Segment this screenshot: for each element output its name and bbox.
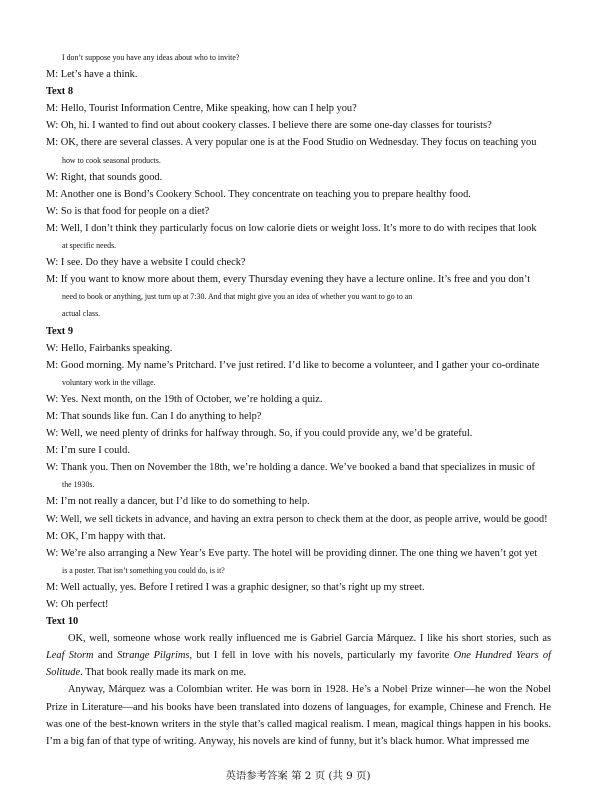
dialogue-continuation: voluntary work in the village.	[62, 377, 156, 387]
dialogue-line: M: Hello, Tourist Information Centre, Mike speaking, how can I help you?	[46, 103, 357, 115]
paragraph-text: . That book really made its mark on me.	[80, 667, 247, 679]
dialogue-continuation: how to cook seasonal products.	[62, 155, 161, 165]
text10-paragraph-2: Anyway, Márquez was a Colombian writer. He was born in 1928. He’s a Nobel Prize winner—he won the Nobel Prize in Literature—and his books have been translated into dozens of languages, for example, Chinese and French. He was one of the best-known writers in the style that’s called magical realism. I mean, magical things happen in his books. I’m a big fan of that type of writing. Anyway, his novels are kind of funny, but it’s black humor. What impressed me	[46, 684, 551, 747]
dialogue-lines	[46, 49, 551, 630]
section-heading: Text 8	[46, 86, 74, 98]
dialogue-line: M: Another one is Bond’s Cookery School. They concentrate on teaching you to prepare healthy food.	[46, 188, 471, 200]
paragraph-text: and	[93, 650, 118, 662]
dialogue-continuation: is a poster. That isn’t something you could do, is it?	[62, 565, 225, 575]
book-title: One Hundred Years of Solitude	[46, 650, 552, 679]
dialogue-continuation: actual class.	[62, 309, 101, 319]
dialogue-line: M: OK, I’m happy with that.	[46, 530, 166, 542]
dialogue-line: W: Oh perfect!	[46, 599, 109, 610]
dialogue-line: M: Well, I don’t think they particularly focus on low calorie diets or weight loss. It’s more to do with recipes that look	[46, 222, 537, 234]
dialogue-line: W: Well, we need plenty of drinks for halfway through. So, if you could provide any, we’d be grateful.	[46, 428, 473, 440]
dialogue-line: W: Right, that sounds good.	[46, 171, 163, 183]
dialogue-line: W: Oh, hi. I wanted to find out about cookery classes. I believe there are some one-day classes for tourists?	[46, 120, 492, 132]
dialogue-line: W: Well, we sell tickets in advance, and having an extra person to check them at the door, as people arrive, would be good!	[46, 513, 548, 525]
book-title: Strange Pilgrims	[117, 650, 190, 662]
dialogue-continuation: need to book or anything, just turn up at 7:30. And that might give you an idea of whether you want to go to an	[62, 292, 413, 302]
dialogue-line: W: Thank you. Then on November the 18th, we’re holding a dance. We’ve booked a band that specializes in music of	[46, 462, 536, 474]
page-footer: 英语参考答案 第 2 页 (共 9 页)	[225, 770, 371, 782]
text10-paragraph-1	[46, 630, 551, 681]
dialogue-continuation: the 1930s.	[62, 480, 95, 490]
dialogue-line: M: I’m not really a dancer, but I’d like to do something to help.	[46, 496, 310, 508]
dialogue-line: M: I’m sure I could.	[46, 445, 130, 457]
section-heading: Text 10	[46, 616, 79, 628]
section-heading: Text 9	[46, 325, 74, 337]
dialogue-line: W: We’re also arranging a New Year’s Eve party. The hotel will be providing dinner. The one thing we haven’t got yet	[46, 547, 538, 559]
paragraph-text: , but I fell in love with his novels, particularly my favorite	[189, 650, 454, 662]
paragraph-text: OK, well, someone whose work really influenced me is Gabriel García Márquez. I like his short stories, such as	[68, 633, 551, 645]
dialogue-line: M: Let’s have a think.	[46, 69, 138, 81]
dialogue-line: M: OK, there are several classes. A very popular one is at the Food Studio on Wednesday. They focus on teaching you	[46, 137, 537, 149]
dialogue-line: W: Yes. Next month, on the 19th of October, we’re holding a quiz.	[46, 393, 323, 405]
dialogue-line: M: That sounds like fun. Can I do anything to help?	[46, 410, 262, 422]
dialogue-line: M: Good morning. My name’s Pritchard. I’ve just retired. I’d like to become a volunteer, and I gather your co-ordinate	[46, 359, 540, 371]
dialogue-line: W: So is that food for people on a diet?	[46, 205, 210, 217]
dialogue-line: W: I see. Do they have a website I could check?	[46, 257, 246, 269]
dialogue-line: M: Well actually, yes. Before I retired I was a graphic designer, so that’s right up my street.	[46, 581, 425, 593]
dialogue-continuation: at specific needs.	[62, 241, 117, 251]
book-title: Leaf Storm	[46, 650, 94, 662]
transcript-body	[46, 49, 551, 750]
dialogue-line: W: Hello, Fairbanks speaking.	[46, 342, 173, 354]
dialogue-continuation: I don’t suppose you have any ideas about who to invite?	[62, 53, 240, 62]
dialogue-line: M: If you want to know more about them, every Thursday evening they have a lecture online. It’s free and you don’t	[46, 274, 531, 286]
